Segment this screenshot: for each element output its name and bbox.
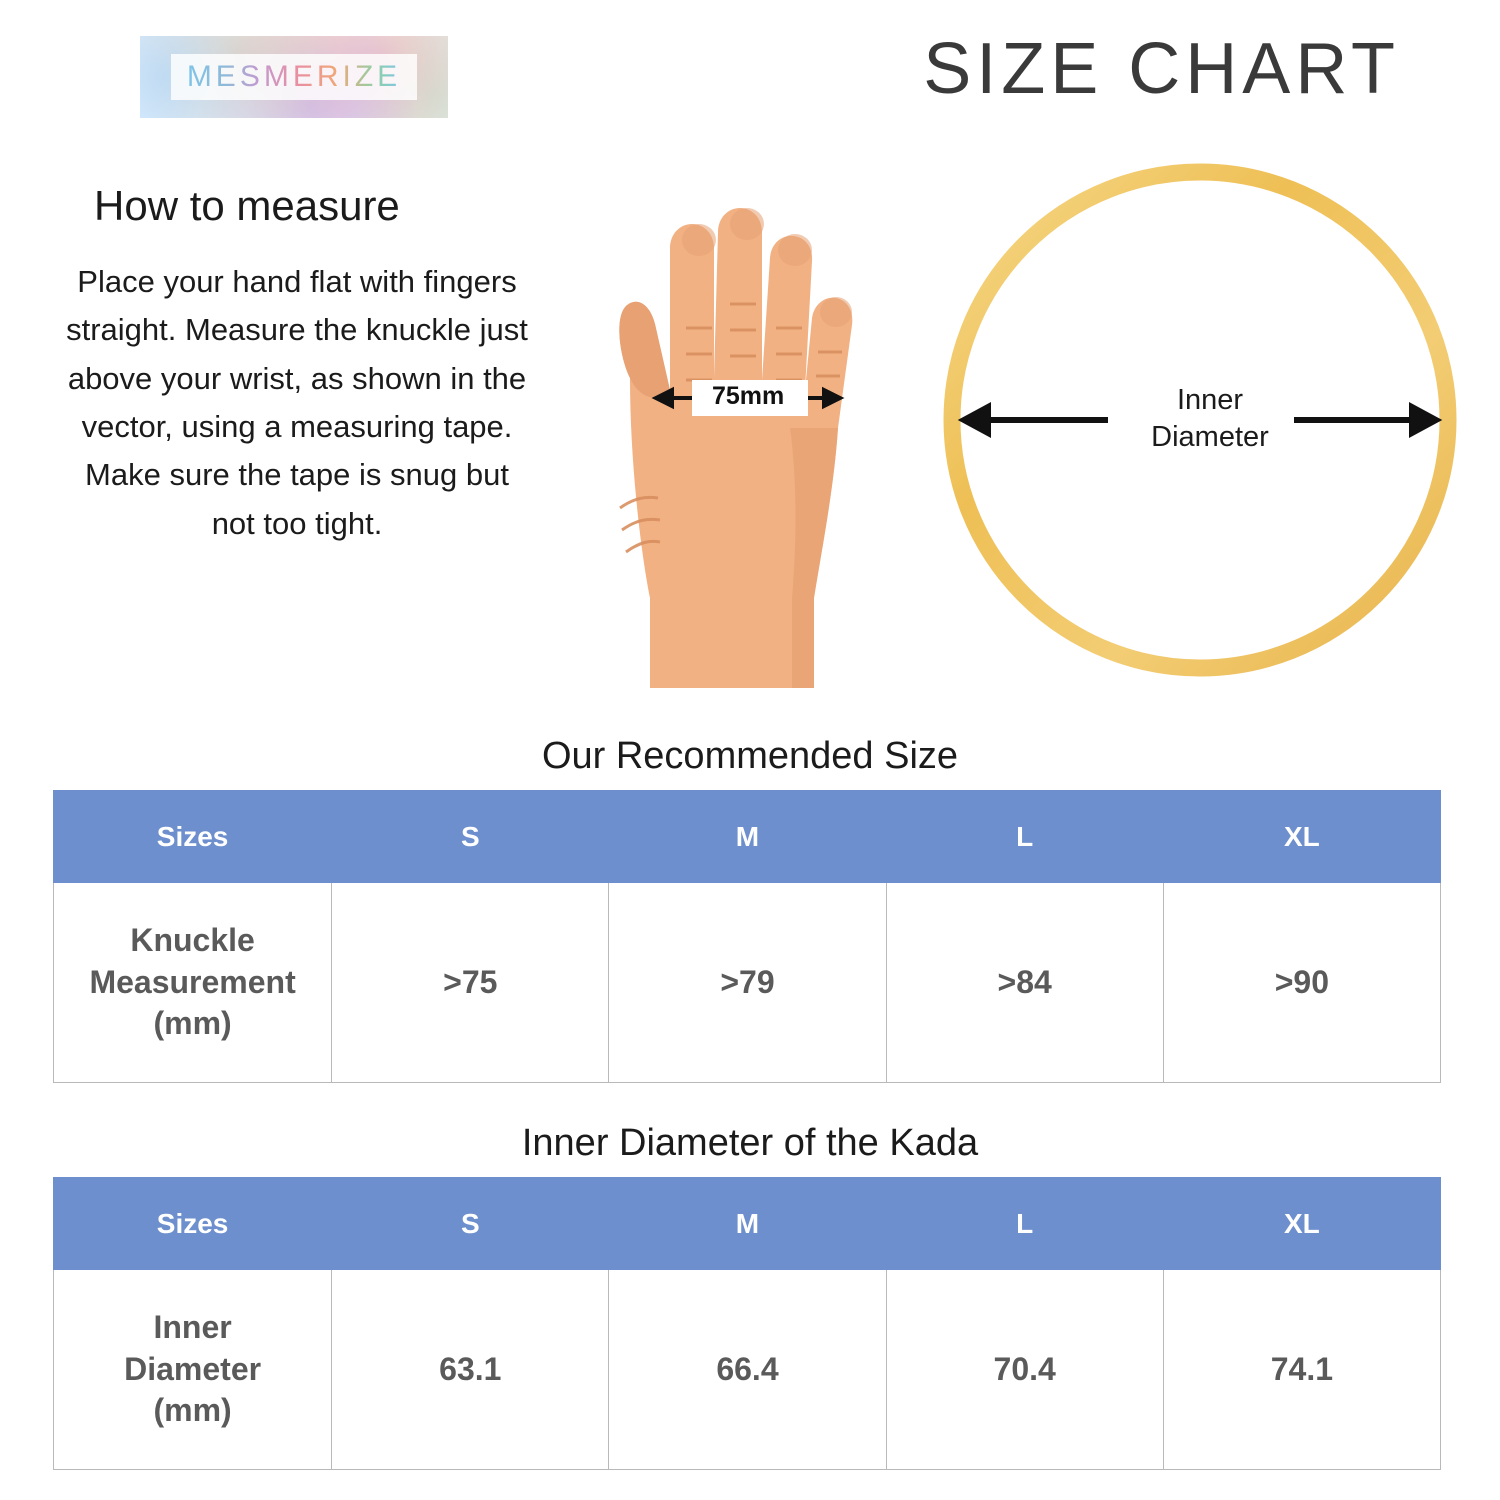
table-row	[54, 1270, 1441, 1470]
table-cell: >84	[886, 883, 1163, 1083]
inner-diameter-label-line1: Inner	[1176, 384, 1244, 416]
table-header-cell: L	[886, 1178, 1163, 1270]
hand-illustration-svg	[540, 128, 870, 708]
inner-diameter-label	[1120, 382, 1300, 456]
table-header-cell: Sizes	[54, 791, 332, 883]
table-header-cell: M	[609, 791, 886, 883]
hand-diagram	[540, 128, 870, 708]
knuckle-measurement-label: 75mm	[712, 382, 785, 410]
table-header-cell: XL	[1163, 791, 1440, 883]
table-cell: 70.4	[886, 1270, 1163, 1470]
row-label-line: Diameter	[124, 1350, 262, 1387]
row-label-cell	[54, 1270, 332, 1470]
table-cell: >75	[332, 883, 609, 1083]
brand-name: MESMERIZE	[186, 60, 402, 93]
table-header-row	[54, 791, 1441, 883]
table-header-cell: L	[886, 791, 1163, 883]
row-label-line: Inner	[153, 1309, 232, 1346]
table-header-cell: M	[609, 1178, 886, 1270]
row-label-line: (mm)	[153, 1005, 232, 1042]
inner-diameter-label-line2: Diameter	[1151, 421, 1269, 454]
row-label-line: Measurement	[89, 963, 296, 1000]
table-cell: >90	[1163, 883, 1440, 1083]
table-cell: 63.1	[332, 1270, 609, 1470]
recommended-size-table-title: Our Recommended Size	[541, 735, 959, 777]
table-header-cell: S	[332, 791, 609, 883]
table-cell: >79	[609, 883, 886, 1083]
brand-logo	[140, 36, 448, 118]
table-header-cell: Sizes	[54, 1178, 332, 1270]
inner-diameter-table-title: Inner Diameter of the Kada	[521, 1122, 979, 1164]
table-header-cell: XL	[1163, 1178, 1440, 1270]
table-cell: 66.4	[609, 1270, 886, 1470]
table-row	[54, 883, 1441, 1083]
table-header-cell: S	[332, 1178, 609, 1270]
inner-diameter-table	[53, 1177, 1441, 1470]
table-header-row	[54, 1178, 1441, 1270]
row-label-line: (mm)	[153, 1392, 232, 1429]
page-title: SIZE CHART	[923, 29, 1400, 109]
table-cell: 74.1	[1163, 1270, 1440, 1470]
how-to-measure-text: Place your hand flat with fingers straight. Measure the knuckle just above your wrist, as shown in the vector, using a measuring tape. Make sure the tape is snug but not too tight.	[66, 264, 528, 541]
row-label-line: Knuckle	[130, 922, 255, 959]
how-to-measure-heading: How to measure	[94, 182, 400, 229]
recommended-size-table	[53, 790, 1441, 1083]
brand-logo-inner	[171, 54, 417, 100]
row-label-cell	[54, 883, 332, 1083]
